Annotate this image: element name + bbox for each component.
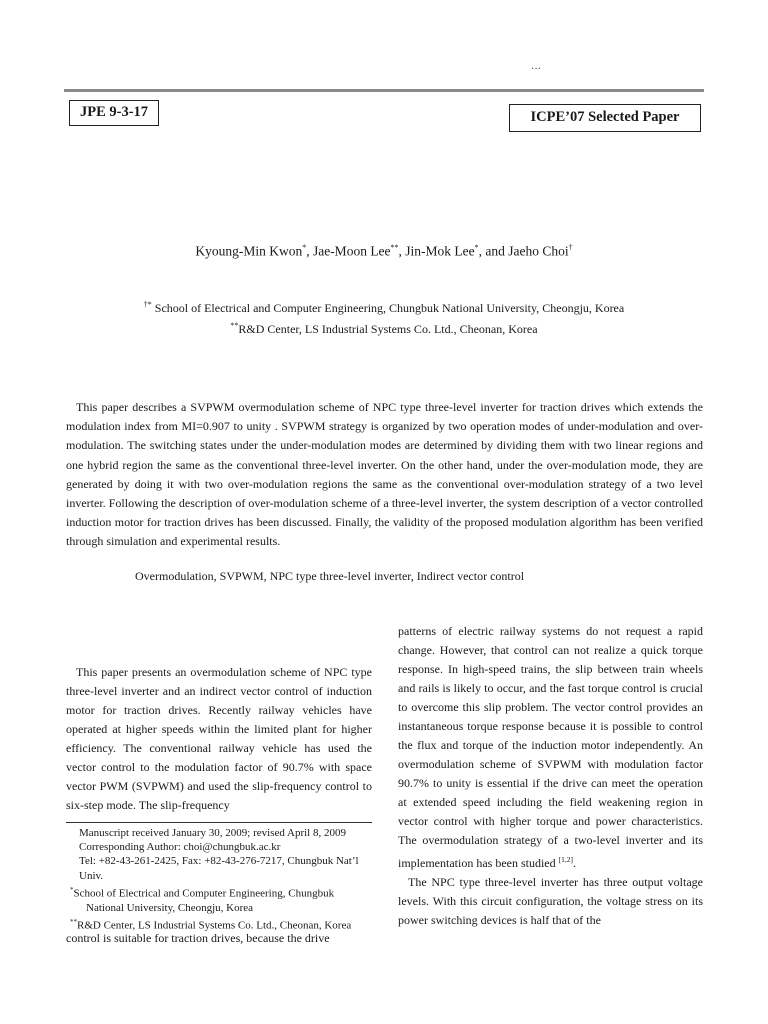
citation: [1,2]	[558, 855, 574, 864]
footnote-manuscript: Manuscript received January 30, 2009; revised April 8, 2009	[79, 827, 346, 839]
intro-left-continuation: control is suitable for traction drives, because the drive	[66, 931, 330, 945]
author-name: Jaeho Choi	[508, 243, 569, 259]
affiliation-2: **R&D Center, LS Industrial Systems Co. Ltd., Cheonan, Korea	[230, 321, 538, 336]
affiliation-1: †* School of Electrical and Computer Engineering, Chungbuk National University, Cheongju, Korea	[143, 300, 625, 315]
footnotes	[66, 826, 372, 933]
series-box: ICPE’07 Selected Paper	[509, 104, 701, 132]
footnote-affiliation-2: **R&D Center, LS Industrial Systems Co. Ltd., Cheonan, Korea	[70, 917, 352, 932]
intro-left-column	[66, 663, 372, 815]
header-dots: ···	[531, 64, 541, 75]
author-mark: **	[390, 243, 399, 252]
intro-right-column	[398, 622, 703, 930]
author-line: Kyoung-Min Kwon*, Jae-Moon Lee**, Jin-Mok Lee*, and Jaeho Choi†	[195, 243, 573, 259]
author-mark: *	[474, 243, 479, 252]
footnote-tel: Tel: +82-43-261-2425, Fax: +82-43-276-7217, Chungbuk Nat’l Univ.	[79, 855, 359, 882]
author-name: Kyoung-Min Kwon	[195, 243, 303, 259]
affiliations	[0, 296, 768, 338]
journal-code-box: JPE 9-3-17	[69, 100, 159, 126]
footnote-affiliation-1-cont: National University, Cheongju, Korea	[86, 901, 253, 914]
header-rule	[64, 89, 704, 92]
author-mark: *	[302, 243, 307, 252]
author-mark: †	[568, 243, 573, 252]
abstract	[66, 398, 703, 552]
footnote-corresponding: Corresponding Author: choi@chungbuk.ac.kr	[79, 841, 281, 854]
abstract-text: This paper describes a SVPWM overmodulation scheme of NPC type three-level inverter for traction drives which extends the modulation index from MI=0.907 to unity . SVPWM strategy is organized by two operation modes of under-modulation and over-modulation. The switching states under the under-modulation modes are determined by dividing them with two linear regions and one hybrid region the same as the conventional three-level inverter. On the other hand, under the over-modulation mode, they are generated by doing it with two over-modulation regions the same as the conventional over-modulation strategy of a two level inverter. Following the description of over-modulation scheme of a three-level inverter, the system description of a vector controlled induction motor for traction drives has been discussed. Finally, the validity of the proposed modulation algorithm has been verified through simulation and experimental results.	[66, 400, 703, 549]
right-paragraph-1: patterns of electric railway systems do not request a rapid change. However, that control can not realize a quick torque response. In high-speed trains, the slip between train wheels and rails is likely to occur, and the fast torque control is crucial to overcome this slip problem. The vector control provides an instantaneous torque response because it is possible to control the flux and torque of the induction motor independently. An overmodulation scheme of SVPWM with modulation factor 90.7% to unity is essential if the drive can meet the operation at extended speed including the field weakening region in vector control with higher torque and power characteristics. The overmodulation strategy of a two-level inverter and its implementation has been studied [1,2].	[398, 624, 703, 870]
footnote-rule	[66, 822, 372, 823]
keywords: Overmodulation, SVPWM, NPC type three-level inverter, Indirect vector control	[135, 569, 525, 583]
right-paragraph-2: The NPC type three-level inverter has three output voltage levels. With this circuit configuration, the voltage stress on its power switching devices is half that of the	[398, 875, 703, 927]
author-name: Jin-Mok Lee	[405, 243, 475, 259]
intro-paragraph: This paper presents an overmodulation scheme of NPC type three-level inverter and an indirect vector control of induction motor for traction drives. Recently railway vehicles have operated at higher speeds within the limited plant for higher efficiency. The conventional railway vehicle has used the vector control to the modulation factor of 90.7% with space vector PWM (SVPWM) and used the slip-frequency control to six-step mode. The slip-frequency	[66, 665, 372, 812]
footnote-affiliation-1: *School of Electrical and Computer Engineering, Chungbuk	[70, 885, 335, 900]
author-name: Jae-Moon Lee	[312, 243, 391, 259]
